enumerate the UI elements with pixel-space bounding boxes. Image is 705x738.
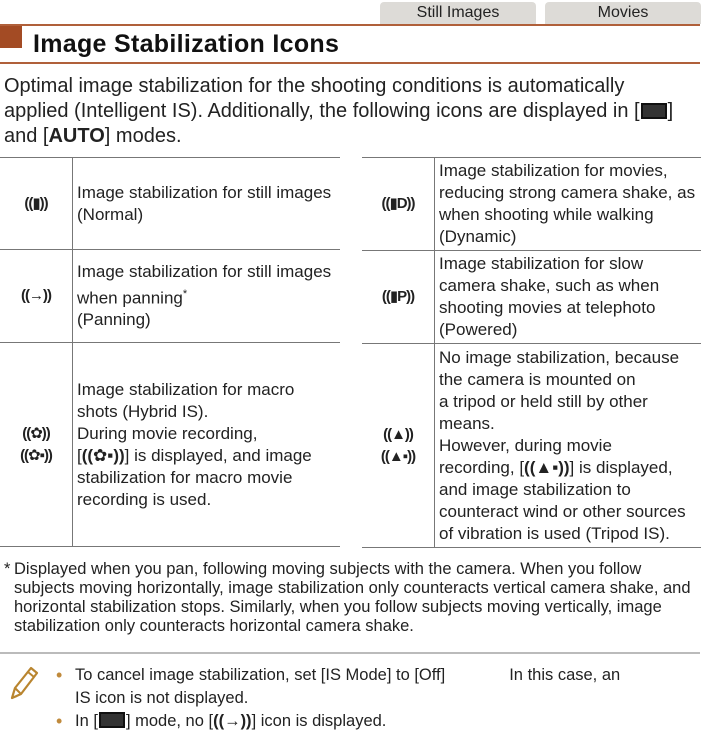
table-row bbox=[362, 251, 701, 344]
pencil-note-icon bbox=[6, 664, 40, 704]
title-square-marker bbox=[0, 26, 22, 48]
row-description bbox=[73, 343, 341, 547]
row-description bbox=[73, 250, 341, 343]
text-line: shots (Hybrid IS). bbox=[77, 401, 209, 421]
text-line: stabilization for macro movie bbox=[77, 467, 293, 487]
text-line: a tripod or held still by other bbox=[439, 391, 648, 411]
list-item bbox=[56, 664, 696, 710]
tip1-text-end: IS icon is not displayed. bbox=[75, 689, 249, 707]
list-item bbox=[56, 710, 696, 733]
is-hybrid-macro-icon: ((✿)) bbox=[22, 424, 50, 442]
text-line: counteract wind or other sources bbox=[439, 501, 686, 521]
text-line: During movie recording, bbox=[77, 423, 258, 443]
table-row bbox=[0, 343, 340, 547]
is-normal-icon: ((▮)) bbox=[24, 194, 48, 212]
text-line: However, during movie bbox=[439, 435, 612, 455]
text-line: and image stabilization to bbox=[439, 479, 631, 499]
right-icon-table bbox=[362, 157, 701, 548]
text-line: recording, [ bbox=[439, 457, 525, 477]
text-line: ] is displayed, bbox=[569, 457, 673, 477]
table-row bbox=[0, 250, 340, 343]
note-divider bbox=[0, 652, 700, 654]
is-tripod-icon: ((▲)) bbox=[383, 425, 413, 443]
scene-mode-icon bbox=[641, 103, 667, 119]
row-description: Image stabilization for movies, reducing strong camera shake, as when shooting while walking (Dynamic) bbox=[435, 158, 702, 251]
tips-list bbox=[56, 664, 696, 733]
tab-still-images[interactable]: Still Images bbox=[380, 2, 536, 24]
text-line: [ bbox=[77, 445, 82, 465]
is-powered-icon: ((▮P)) bbox=[381, 288, 415, 305]
text-line: ] is displayed, and image bbox=[124, 445, 312, 465]
title-bar bbox=[0, 24, 700, 64]
page-title: Image Stabilization Icons bbox=[33, 30, 340, 58]
text-line: No image stabilization, because bbox=[439, 347, 680, 367]
text-line: the camera is mounted on bbox=[439, 369, 636, 389]
tip2-text-end: ] icon is displayed. bbox=[251, 712, 387, 730]
hybrid-movie-inline-icon: ((✿▪)) bbox=[81, 445, 125, 465]
footnote-text: Displayed when you pan, following moving subjects with the camera. When you follow subjects moving horizontally, image stabilization only counteracts vertical camera shake, and horizontal stabilization stops. Similarly, when you follow subjects moving vertically, image stabilization only counteracts horizontal camera shake. bbox=[14, 560, 691, 635]
scene-mode-icon bbox=[99, 712, 125, 728]
row-description: Image stabilization for slow camera shake, such as when shooting movies at telephoto (Powered) bbox=[435, 251, 702, 344]
auto-mode-label: AUTO bbox=[48, 125, 105, 147]
text-line: of vibration is used (Tripod IS). bbox=[439, 523, 670, 543]
table-row bbox=[362, 344, 701, 548]
intro-line2-close: ] bbox=[667, 100, 674, 122]
intro-line2: applied (Intelligent IS). Additionally, the following icons are displayed in [ bbox=[4, 100, 640, 122]
text-line: recording is used. bbox=[77, 489, 212, 509]
is-panning-inline-icon: ((→)) bbox=[213, 712, 252, 730]
intro-paragraph bbox=[4, 74, 699, 149]
row-description: Image stabilization for still images (Normal) bbox=[73, 158, 341, 250]
intro-line3-end: ] modes. bbox=[104, 125, 182, 147]
tip1-text-cont: In this case, an bbox=[509, 666, 621, 684]
text-line: means. bbox=[439, 413, 495, 433]
left-icon-table bbox=[0, 157, 340, 547]
panning-desc-name: (Panning) bbox=[77, 310, 151, 330]
is-panning-icon: ((→)) bbox=[21, 287, 51, 304]
tip2-text-cont: ] mode, no [ bbox=[125, 712, 214, 730]
panning-desc: Image stabilization for still images when panning bbox=[77, 261, 332, 308]
row-description bbox=[435, 344, 702, 548]
intro-line3: and [ bbox=[4, 125, 49, 147]
footnote bbox=[4, 560, 701, 636]
bullet-icon: • bbox=[56, 711, 63, 731]
tip1-text: To cancel image stabilization, set [IS Mode] to [Off] bbox=[75, 666, 446, 684]
text-line: Image stabilization for macro bbox=[77, 379, 295, 399]
is-dynamic-icon: ((▮D)) bbox=[381, 195, 415, 212]
tab-movies[interactable]: Movies bbox=[545, 2, 701, 24]
table-row bbox=[0, 158, 340, 250]
is-hybrid-macro-movie-icon: ((✿▪)) bbox=[20, 446, 52, 464]
is-tripod-movie-icon: ((▲▪)) bbox=[380, 447, 416, 465]
panning-footnote-mark: * bbox=[182, 287, 188, 300]
bullet-icon: • bbox=[56, 665, 63, 685]
tip2-text: In [ bbox=[75, 712, 98, 730]
intro-line1: Optimal image stabilization for the shooting conditions is automatically bbox=[4, 75, 625, 97]
table-row bbox=[362, 158, 701, 251]
tripod-movie-inline-icon: ((▲▪)) bbox=[524, 457, 570, 477]
footnote-star: * bbox=[4, 560, 11, 578]
